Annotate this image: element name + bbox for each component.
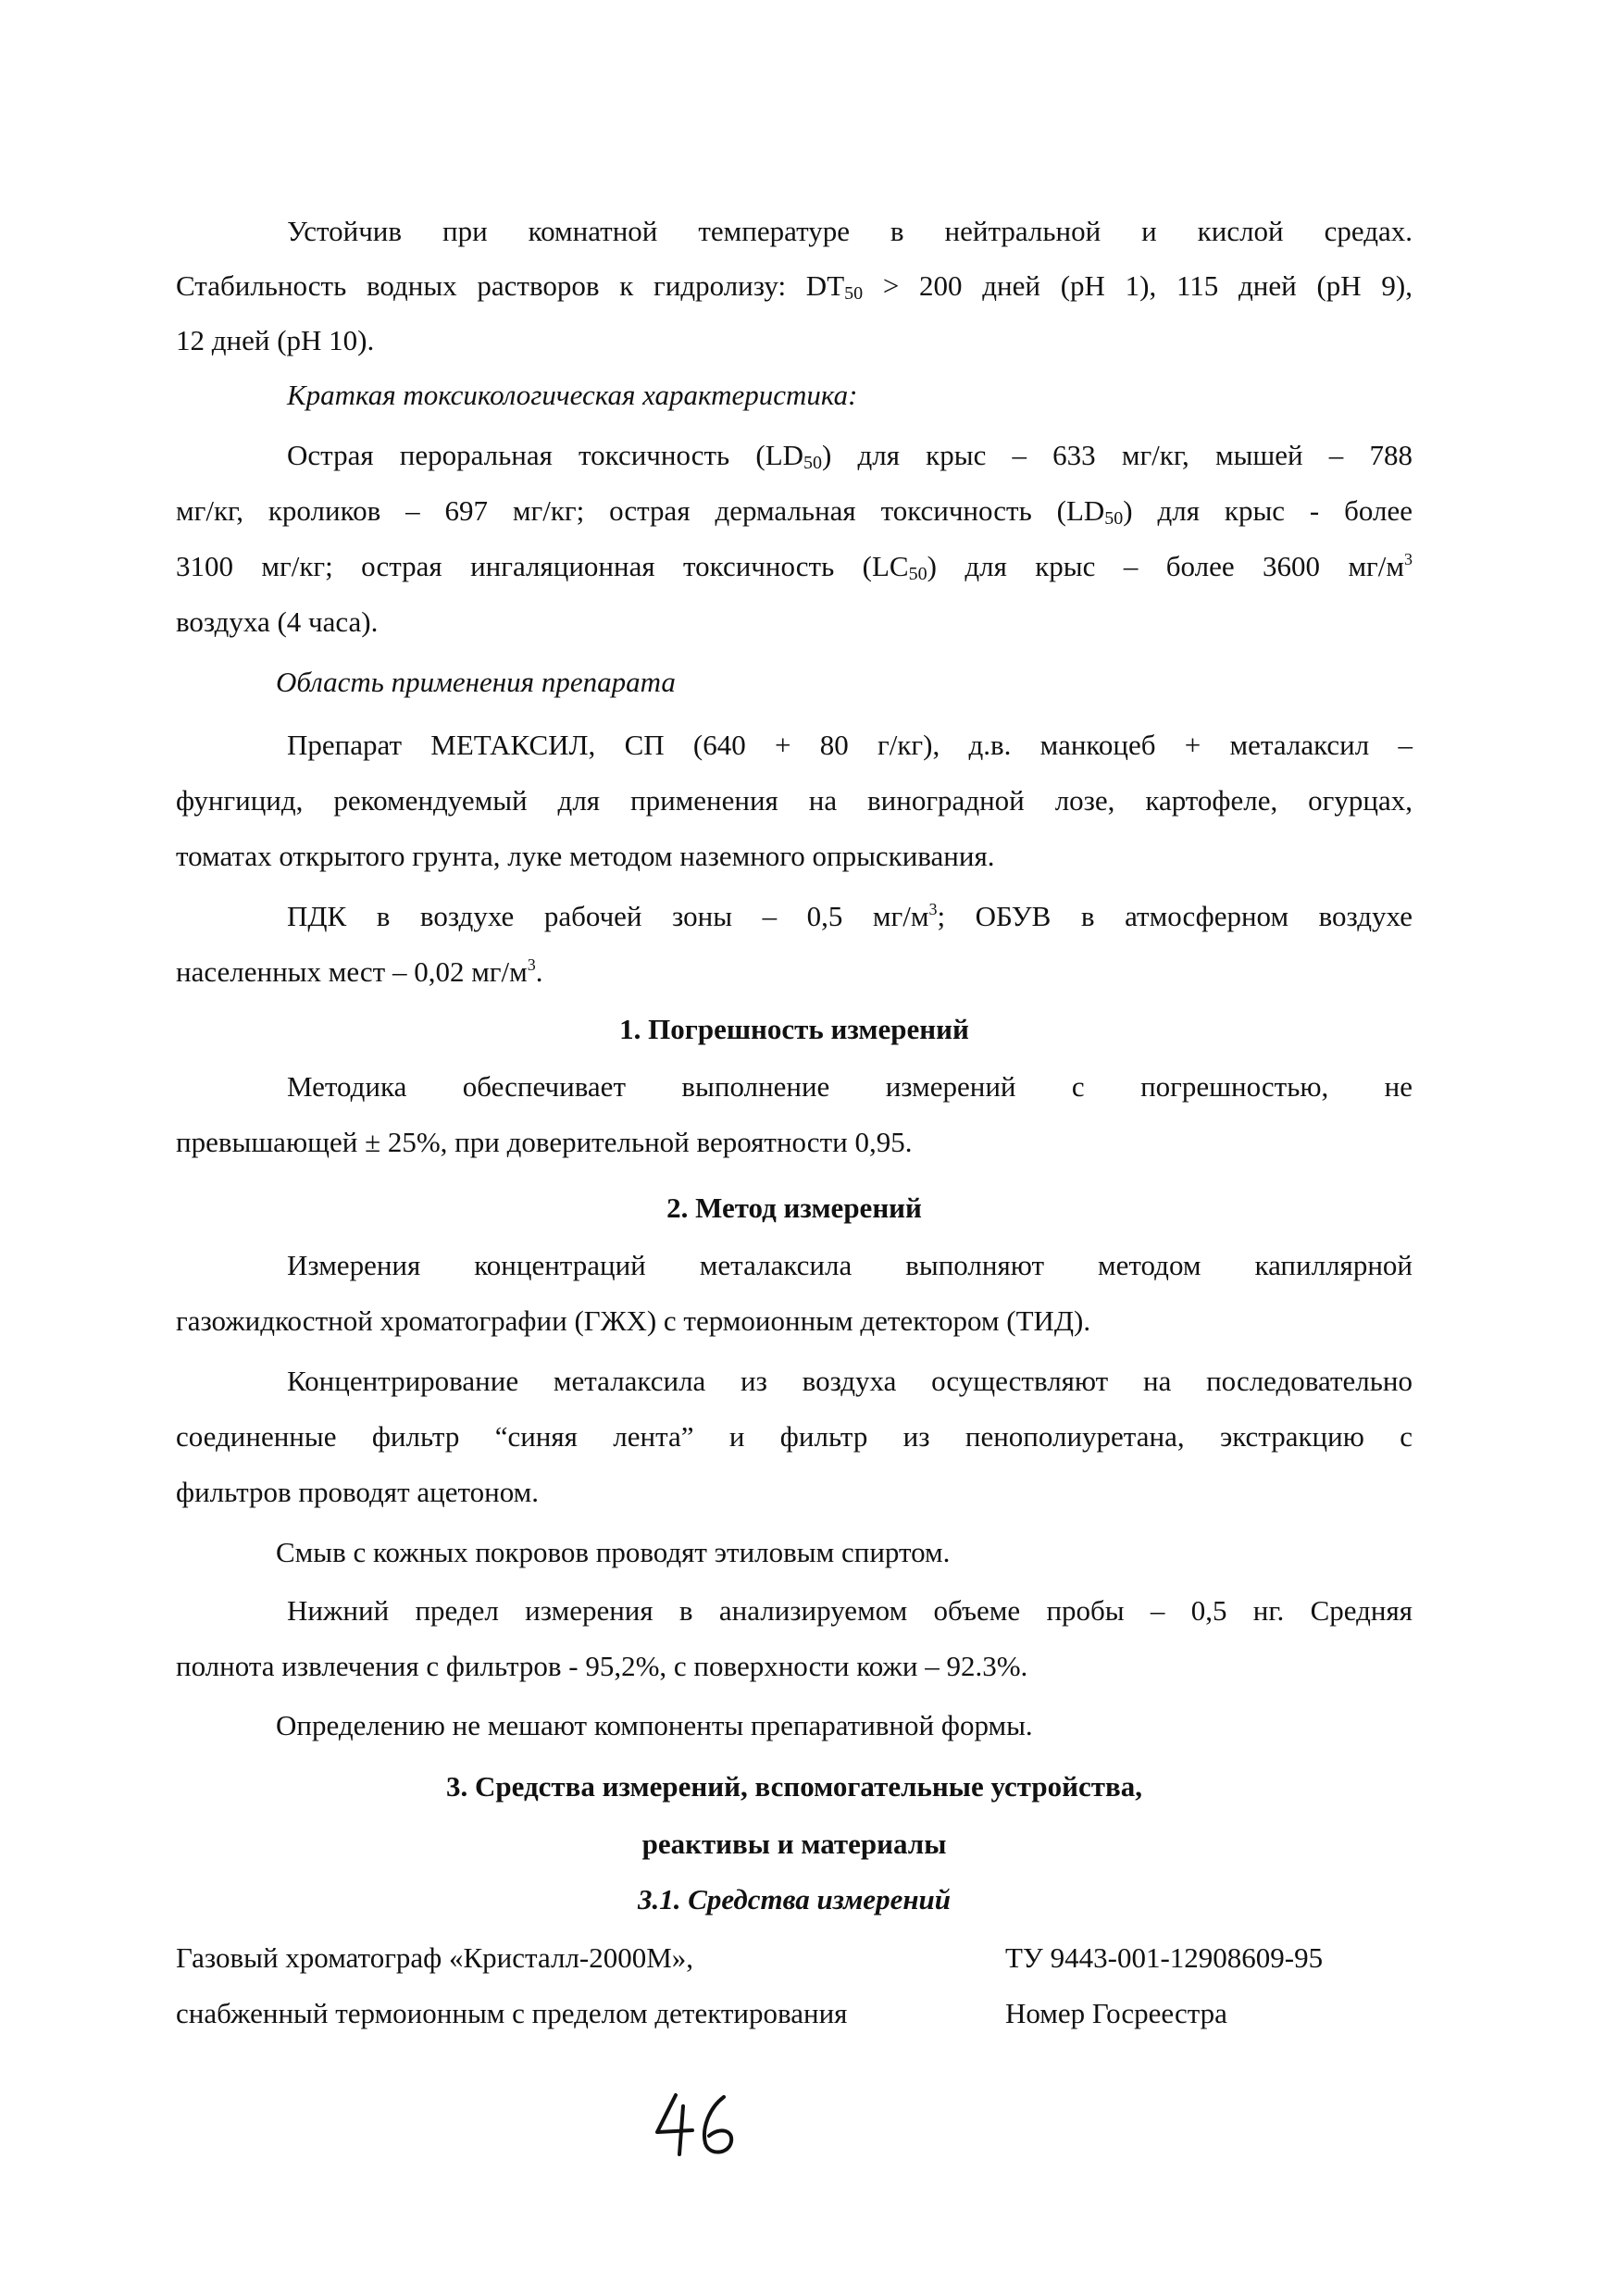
subsection-title: 3.1. Средства измерений — [637, 1883, 952, 1915]
text-span: Острая пероральная токсичность (LD — [287, 439, 804, 471]
paragraph-line: газожидкостной хроматографии (ГЖХ) с термоионным детектором (ТИД). — [176, 1304, 1091, 1337]
section-heading-italic: Область применения препарата — [276, 666, 676, 698]
paragraph-line — [176, 546, 1413, 587]
paragraph-line — [176, 952, 1413, 992]
subscript: 50 — [844, 283, 864, 304]
paragraph-line: фунгицид, рекомендуемый для применения на виноградной лозе, картофеле, огурцах, — [176, 784, 1413, 817]
subscript: 50 — [803, 453, 823, 473]
paragraph-line — [176, 491, 1413, 531]
paragraph-line: Измерения концентраций металаксила выполняют методом капиллярной — [287, 1249, 1413, 1281]
paragraph-line: Нижний предел измерения в анализируемом объеме пробы – 0,5 нг. Средняя — [287, 1594, 1413, 1627]
instrument-spec: Номер Госреестра — [1005, 1997, 1227, 2029]
paragraph-line: воздуха (4 часа). — [176, 605, 379, 638]
instrument-name: снабженный термоионным с пределом детектирования — [176, 1997, 848, 2029]
subscript: 50 — [1104, 508, 1124, 529]
paragraph-line: полнота извлечения с фильтров - 95,2%, с поверхности кожи – 92.3%. — [176, 1650, 1028, 1682]
instrument-name: Газовый хроматограф «Кристалл-2000М», — [176, 1941, 694, 1974]
text-span: ) для крыс – 633 мг/кг, мышей – 788 — [822, 439, 1413, 471]
text-span: ) для крыс - более — [1123, 494, 1413, 527]
text-span: населенных мест – 0,02 мг/м — [176, 955, 528, 988]
paragraph-line: Смыв с кожных покровов проводят этиловым спиртом. — [276, 1536, 951, 1568]
text-span: 3100 мг/кг; острая ингаляционная токсичность (LC — [176, 550, 909, 582]
text-span: ; ОБУВ в атмосферном воздухе — [937, 900, 1413, 932]
text-span: Стабильность водных растворов к гидролизу: DT — [176, 269, 845, 302]
text-span: ПДК в воздухе рабочей зоны – 0,5 мг/м — [287, 900, 929, 932]
paragraph-line: превышающей ± 25%, при доверительной вероятности 0,95. — [176, 1126, 913, 1158]
paragraph-line: Определению не мешают компоненты препаративной формы. — [276, 1709, 1033, 1741]
paragraph-line — [287, 435, 1413, 476]
paragraph-line: Устойчив при комнатной температуре в нейтральной и кислой средах. — [287, 215, 1413, 247]
subscript: 50 — [908, 564, 927, 584]
paragraph-line: Препарат МЕТАКСИЛ, СП (640 + 80 г/кг), д.в. манкоцеб + металаксил – — [287, 729, 1413, 761]
superscript: 3 — [1404, 550, 1413, 568]
section-title: 3. Средства измерений, вспомогательные устройства, — [446, 1770, 1142, 1803]
paragraph-line: томатах открытого грунта, луке методом наземного опрыскивания. — [176, 840, 995, 872]
section-title: 1. Погрешность измерений — [619, 1013, 969, 1045]
section-title: 2. Метод измерений — [666, 1192, 922, 1224]
handwritten-page-number — [648, 2088, 759, 2162]
instrument-spec: ТУ 9443-001-12908609-95 — [1005, 1941, 1324, 1974]
paragraph-line: фильтров проводят ацетоном. — [176, 1476, 539, 1508]
paragraph-line: 12 дней (pH 10). — [176, 324, 375, 356]
paragraph-line — [287, 896, 1413, 937]
page-number — [648, 2088, 759, 2162]
section-title: реактивы и материалы — [641, 1828, 947, 1860]
superscript: 3 — [527, 955, 536, 974]
text-span: > 200 дней (pH 1), 115 дней (pH 9), — [863, 269, 1413, 302]
section-heading-italic: Краткая токсикологическая характеристика: — [287, 379, 858, 411]
text-span: мг/кг, кроликов – 697 мг/кг; острая дермальная токсичность (LD — [176, 494, 1105, 527]
text-span: ) для крыс – более 3600 мг/м — [927, 550, 1405, 582]
paragraph-line — [176, 266, 1413, 306]
text-span: . — [535, 955, 543, 988]
paragraph-line: Методика обеспечивает выполнение измерений с погрешностью, не — [287, 1070, 1413, 1103]
paragraph-line: Концентрирование металаксила из воздуха осуществляют на последовательно — [287, 1365, 1413, 1397]
paragraph-line: соединенные фильтр “синяя лента” и фильтр из пенополиуретана, экстракцию с — [176, 1420, 1413, 1453]
superscript: 3 — [928, 900, 938, 918]
